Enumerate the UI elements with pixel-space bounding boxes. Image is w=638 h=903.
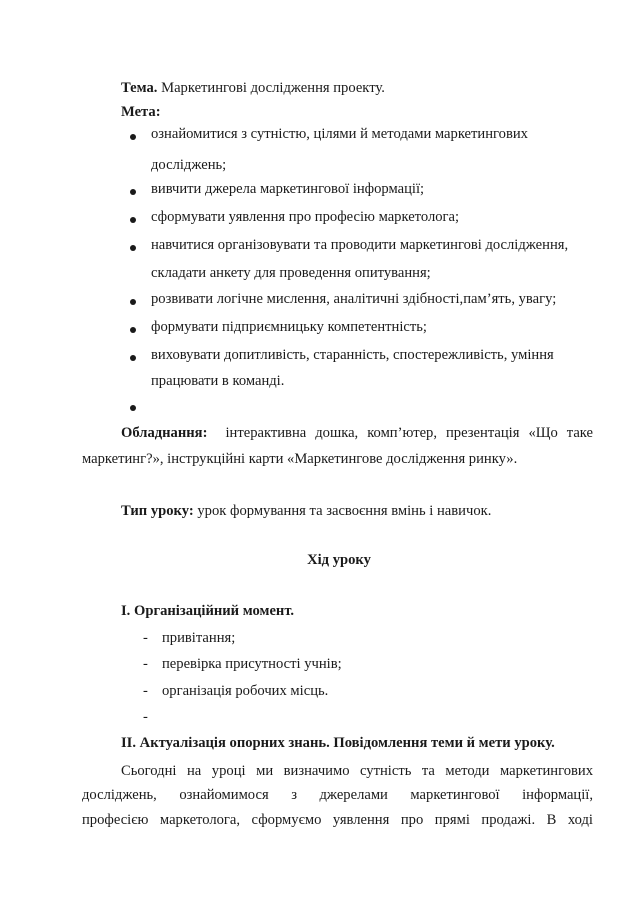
section1-item: організація робочих місць. [162,683,329,699]
section2-title: II. Актуалізація опорних знань. Повідомлення теми й мети уроку. [121,735,555,751]
dash-marker: - [143,709,148,725]
equipment-line-1 [121,425,593,442]
goal-label: Мета: [121,104,161,120]
section2-paragraph-line: досліджень, ознайомимося з джерелами маркетингової інформації, [82,787,593,803]
topic-line [121,80,385,97]
lesson-type-line [121,503,491,520]
bullet-icon [130,189,136,195]
equipment-text: інтерактивна дошка, комп’ютер, презентація «Що таке [225,425,594,441]
dash-marker: - [143,683,148,699]
bullet-icon [130,299,136,305]
equipment-label: Обладнання: [121,425,208,441]
bullet-icon [130,405,136,411]
goal-item-continuation: досліджень; [151,157,227,173]
section2-paragraph-line: професією маркетолога, сформуємо уявлення про прямі продажі. В ході [82,812,593,828]
goal-item: виховувати допитливість, старанність, спостережливість, уміння [151,347,554,363]
dash-marker: - [143,630,148,646]
topic-text: Маркетингові дослідження проекту. [157,80,385,96]
goal-item: сформувати уявлення про професію маркетолога; [151,209,460,225]
bullet-icon [130,327,136,333]
course-heading: Хід уроку [307,552,371,568]
bullet-icon [130,245,136,251]
goal-item-continuation: складати анкету для проведення опитування; [151,265,431,281]
goal-item: формувати підприємницьку компетентність; [151,319,427,335]
bullet-icon [130,134,136,140]
topic-label: Тема. [121,80,158,96]
dash-marker: - [143,656,148,672]
goal-item: вивчити джерела маркетингової інформації; [151,181,425,197]
bullet-icon [130,355,136,361]
bullet-icon [130,217,136,223]
lesson-type-label: Тип уроку: [121,503,194,519]
lesson-type-text: урок формування та засвоєння вмінь і навичок. [193,503,492,519]
goal-item: ознайомитися з сутністю, цілями й методами маркетингових [151,126,528,142]
section2-paragraph-line: Сьогодні на уроці ми визначимо сутність та методи маркетингових [121,763,593,779]
goal-item: навчитися організовувати та проводити маркетингові дослідження, [151,237,569,253]
section1-title: I. Організаційний момент. [121,603,295,619]
goal-item: розвивати логічне мислення, аналітичні здібності,пам’ять, увагу; [151,291,557,307]
goal-item-continuation: працювати в команді. [151,373,285,389]
equipment-line-2: маркетинг?», інструкційні карти «Маркетингове дослідження ринку». [82,451,518,467]
section1-item: привітання; [162,630,236,646]
section1-item: перевірка присутності учнів; [162,656,342,672]
